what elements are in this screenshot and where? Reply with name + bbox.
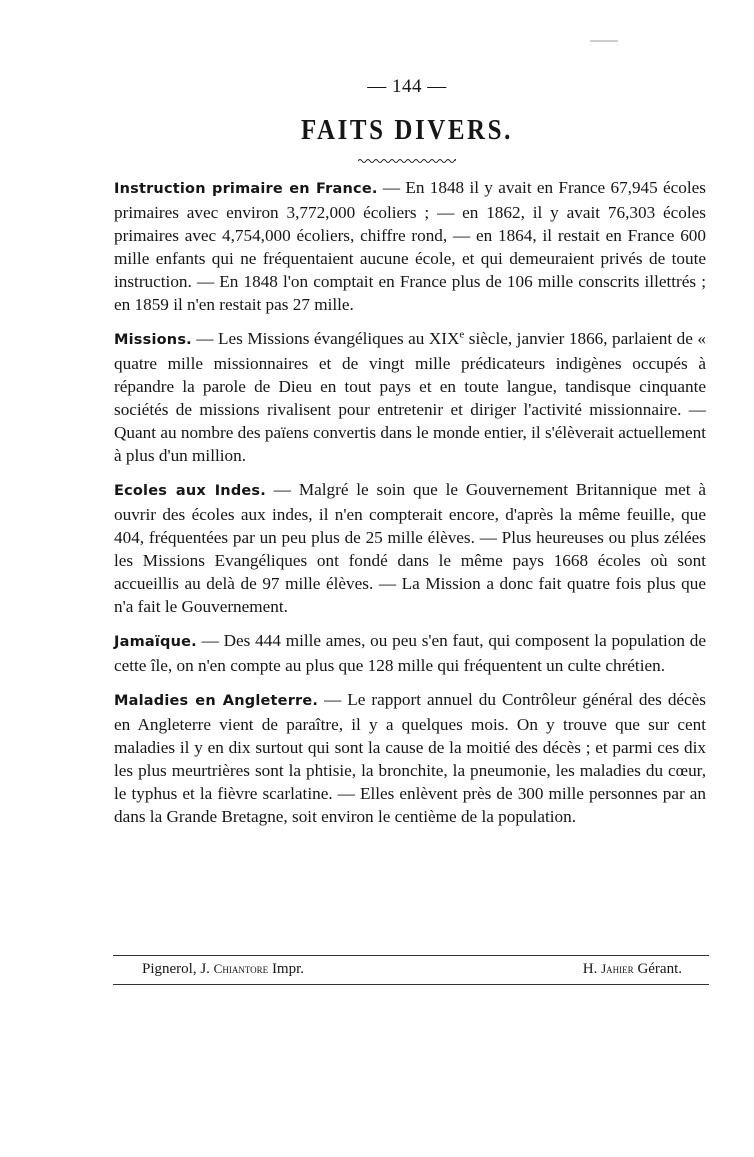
manager-credit (583, 959, 682, 979)
printer-name: Chiantore (213, 961, 269, 976)
section-instruction-primaire (114, 176, 706, 316)
section-jamaique (114, 629, 706, 677)
footer-rule-bottom (113, 984, 709, 985)
footer-rule-top (113, 955, 709, 956)
section-ecoles-aux-indes (114, 478, 706, 618)
section-missions (114, 327, 706, 467)
corner-smudge (590, 40, 618, 42)
section-heading: Jamaïque. (114, 634, 197, 650)
section-text-start: — Les Missions évangéliques au XIX (191, 329, 460, 348)
page-title: FAITS DIVERS. (301, 114, 513, 146)
printer-prefix: Pignerol, J. (142, 961, 214, 977)
section-heading: Maladies en Angleterre. (114, 693, 319, 709)
printer-suffix: Impr. (268, 961, 305, 977)
section-heading: Missions. (114, 332, 192, 348)
section-text: siècle, janvier 1866, parlaient de « quatre mille missionnaires et de vingt mille prédicateurs indigènes occupés à répandre la parole de Dieu en tout pays et en toute langue, tandisque cinquante sociétés de missions rivalisent pour entretenir et diriger l'activité missionnaire. — Quant au nombre des païens convertis dans le monde entier, il s'élèverait actuellement à plus d'un million. (114, 329, 706, 465)
century-superscript: e (459, 328, 465, 341)
section-text: — Malgré le soin que le Gouvernement Britannique met à ouvrir des écoles aux indes, il n'en compterait encore, d'après la même feuille, que 404, fréquentées par un peu plus de 25 mille élèves. — Plus heureuses ou plus zélées les Missions Evangéliques ont fondé dans le même pays 1668 écoles où sont accueillis au delà de 97 mille élèves. — La Mission a donc fait quatre fois plus que n'a fait le Gouvernement. (114, 480, 706, 616)
section-text: — En 1848 il y avait en France 67,945 écoles primaires avec environ 3,772,000 écoliers ; — en 1862, il y avait 76,303 écoles primaires avec 4,754,000 écoliers, chiffre rond, — en 1864, il restait en France 600 mille enfants qui ne fréquentaient aucune école, et qui demeuraient privés de toute instruction. — En 1848 l'on comptait en France plus de 106 mille conscrits illettrés ; en 1859 il n'en restait pas 27 mille. (114, 178, 706, 314)
section-maladies-angleterre (114, 688, 706, 828)
manager-suffix: Gérant. (633, 961, 682, 977)
section-heading: Ecoles aux Indes. (114, 483, 266, 499)
page-number: — 144 — (367, 76, 447, 97)
manager-name: Jahier (601, 961, 634, 976)
manager-prefix: H. (582, 961, 602, 977)
article-body (114, 176, 706, 839)
section-heading: Instruction primaire en France. (114, 181, 378, 197)
section-text: — Le rapport annuel du Contrôleur général des décès en Angleterre vient de paraître, il y a quelques mois. On y trouve que sur cent maladies il y en dix surtout qui sont la cause de la moitié des décès ; et parmi ces dix les plus meurtrières sont la phtisie, la bronchite, la pneumonie, les maladies du cœur, le typhus et la fièvre scarlatine. — Elles enlèvent près de 300 mille personnes par an dans la Grande Bretagne, soit environ le centième de la population. (114, 690, 706, 826)
printer-credit (142, 959, 304, 979)
title-wavy-rule (358, 158, 456, 164)
section-text: — Des 444 mille ames, ou peu s'en faut, qui composent la population de cette île, on n'en compte au plus que 128 mille qui fréquentent un culte chrétien. (114, 631, 706, 675)
